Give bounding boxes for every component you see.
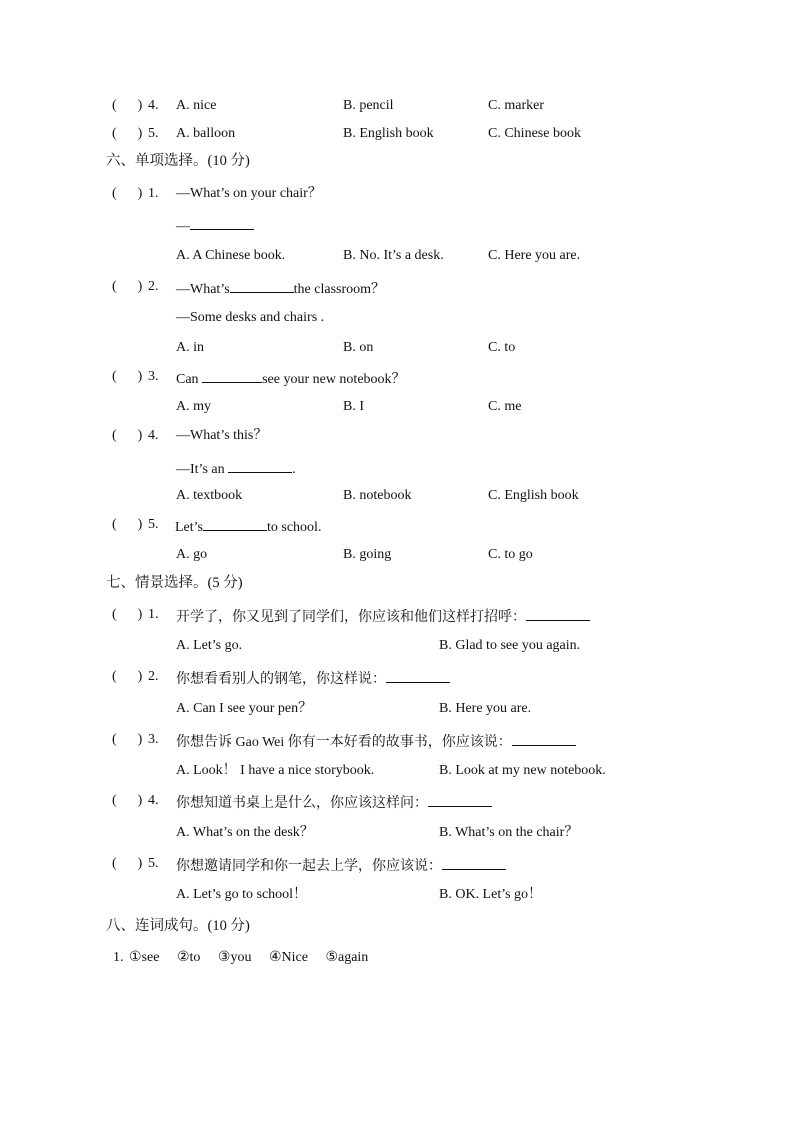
option-b: B. I (343, 399, 364, 414)
question-stem: 开学了，你又见到了同学们，你应该和他们这样打招呼： (176, 610, 526, 625)
question-number: 3. (148, 732, 159, 747)
word: ①see (129, 950, 160, 965)
answer-paren[interactable]: ( ) (112, 669, 143, 684)
answer-blank[interactable] (442, 855, 506, 870)
answer-paren[interactable]: ( ) (112, 186, 143, 201)
answer-blank[interactable] (230, 278, 294, 293)
question-stem: 你想知道书桌上是什么，你应该这样问： (176, 796, 428, 811)
answer-blank[interactable] (190, 215, 254, 230)
option-b: B. English book (343, 126, 434, 141)
answer-blank[interactable] (202, 368, 262, 383)
option-b: B. What’s on the chair？ (439, 825, 579, 840)
option-a: A. nice (176, 98, 217, 113)
option-a: A. What’s on the desk？ (176, 825, 314, 840)
answer-blank[interactable] (203, 516, 267, 531)
question-number: 4. (148, 793, 159, 808)
option-c: C. Here you are. (488, 248, 581, 263)
answer-text-post: . (292, 462, 296, 477)
option-b: B. on (343, 340, 374, 355)
question-number: 5. (148, 126, 159, 141)
option-a: A. Look！ I have a nice storybook. (176, 763, 375, 778)
answer-text: —Some desks and chairs . (176, 310, 325, 325)
question-stem-pre: Can (176, 372, 199, 387)
option-c: C. marker (488, 98, 544, 113)
question-number: 4. (148, 98, 159, 113)
question-number: 1. (148, 607, 159, 622)
option-c: C. to go (488, 547, 533, 562)
word: ⑤again (325, 950, 369, 965)
question-number: 4. (148, 428, 159, 443)
word: ②to (176, 950, 201, 965)
answer-paren[interactable]: ( ) (112, 793, 143, 808)
answer-blank[interactable] (428, 792, 492, 807)
option-a: A. go (176, 547, 208, 562)
option-b: B. notebook (343, 488, 412, 503)
option-a: A. in (176, 340, 204, 355)
option-c: C. to (488, 340, 516, 355)
option-b: B. Here you are. (439, 701, 532, 716)
question-number: 1. (148, 186, 159, 201)
answer-paren[interactable]: ( ) (112, 279, 143, 294)
question-number: 3. (148, 369, 159, 384)
word-order-question (113, 949, 368, 967)
question-stem: 你想告诉 Gao Wei 你有一本好看的故事书，你应该说： (176, 735, 512, 750)
question-stem-pre: —What’s (176, 282, 230, 297)
answer-blank[interactable] (386, 668, 450, 683)
question-stem: 你想看看别人的钢笔，你这样说： (176, 672, 386, 687)
word: ④Nice (268, 950, 308, 965)
option-b: B. OK. Let’s go！ (439, 887, 543, 902)
section-7-heading: 七、情景选择。(5 分) (106, 575, 243, 591)
answer-paren[interactable]: ( ) (112, 856, 143, 871)
dash: — (176, 219, 190, 234)
answer-paren[interactable]: ( ) (112, 98, 143, 113)
option-c: C. me (488, 399, 522, 414)
option-b: B. Glad to see you again. (439, 638, 581, 653)
option-a: A. Can I see your pen？ (176, 701, 313, 716)
question-number: 5. (148, 856, 159, 871)
option-a: A. Let’s go. (176, 638, 243, 653)
question-stem-post: see your new notebook？ (262, 372, 406, 387)
question-number: 1. (113, 950, 124, 965)
answer-paren[interactable]: ( ) (112, 369, 143, 384)
option-a: A. my (176, 399, 211, 414)
answer-paren[interactable]: ( ) (112, 126, 143, 141)
question-stem-post: to school. (267, 520, 322, 535)
question-stem-post: the classroom？ (293, 282, 386, 297)
answer-text-pre: —It’s an (176, 462, 225, 477)
question-stem-pre: Let’s (175, 520, 203, 535)
option-a: A. A Chinese book. (176, 248, 286, 263)
option-b: B. pencil (343, 98, 394, 113)
question-number: 2. (148, 279, 159, 294)
option-a: A. balloon (176, 126, 236, 141)
question-stem: 你想邀请同学和你一起去上学，你应该说： (176, 859, 442, 874)
option-b: B. Look at my new notebook. (439, 763, 606, 778)
answer-paren[interactable]: ( ) (112, 607, 143, 622)
section-6-heading: 六、单项选择。(10 分) (106, 153, 250, 169)
option-b: B. No. It’s a desk. (343, 248, 444, 263)
answer-blank[interactable] (512, 731, 576, 746)
question-number: 5. (148, 517, 159, 532)
option-a: A. textbook (176, 488, 243, 503)
question-number: 2. (148, 669, 159, 684)
section-8-heading: 八、连词成句。(10 分) (106, 918, 250, 934)
answer-blank[interactable] (526, 606, 590, 621)
answer-paren[interactable]: ( ) (112, 732, 143, 747)
option-c: C. Chinese book (488, 126, 581, 141)
word: ③you (217, 950, 252, 965)
option-a: A. Let’s go to school！ (176, 887, 308, 902)
option-c: C. English book (488, 488, 579, 503)
answer-paren[interactable]: ( ) (112, 428, 143, 443)
question-stem: —What’s on your chair？ (176, 186, 322, 201)
question-stem: —What’s this？ (176, 428, 268, 443)
option-b: B. going (343, 547, 392, 562)
answer-blank[interactable] (228, 458, 292, 473)
answer-paren[interactable]: ( ) (112, 517, 143, 532)
